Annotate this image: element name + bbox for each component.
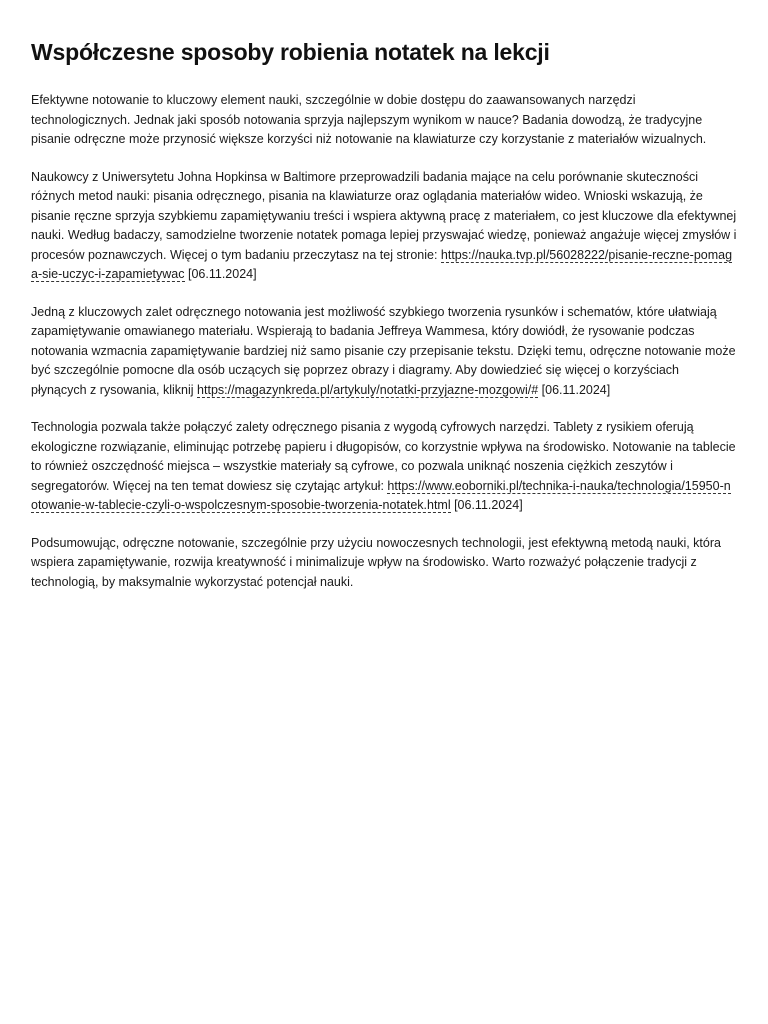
paragraph-text: Efektywne notowanie to kluczowy element nauki, szczególnie w dobie dostępu do zaawansowanych narzędzi technologicznych. Jednak jaki sposób notowania sprzyja najlepszym wynikom w nauce? Badania dowodzą, że tradycyjne pisanie odręczne może przynosić większe korzyści niż notowanie na klawiaturze czy korzystanie z materiałów wizualnych. bbox=[31, 93, 707, 146]
paragraph-summary bbox=[31, 534, 737, 593]
source-link-eoborniki[interactable]: https://www.eoborniki.pl/technika-i-nauka/technologia/15950-notowanie-w-tablecie-czyli-o-wspolczesnym-sposobie-tworzenia-notatek.html bbox=[31, 478, 731, 512]
paragraph-technology bbox=[31, 418, 737, 516]
paragraph-text: Jedną z kluczowych zalet odręcznego notowania jest możliwość szybkiego tworzenia rysunków i schematów, które ułatwiają zapamiętywanie omawianego materiału. Wspierają to badania Jeffreya Wammesa, który dowiódł, że rysowanie podczas notowania wzmacnia zapamiętywanie bardziej niż samo pisanie czy przepisanie tekstu. Dzięki temu, odręczne notowanie może być szczególnie pomocne dla osób uczących się poprzez obrazy i diagramy. Aby dowiedzieć się więcej o korzyściach płynących z rysowania, kliknij bbox=[31, 304, 736, 397]
source-link-kreda[interactable]: https://magazynkreda.pl/artykuly/notatki-przyjazne-mozgowi/# bbox=[197, 382, 539, 397]
page-title: Współczesne sposoby robienia notatek na lekcji bbox=[31, 39, 550, 65]
access-date: [06.11.2024] bbox=[538, 382, 611, 397]
paragraph-text: Technologia pozwala także połączyć zalety odręcznego pisania z wygodą cyfrowych narzędzi. Tablety z rysikiem oferują ekologiczne rozwiązanie, eliminując potrzebę papieru i długopisów, co korzystnie wpływa na środowisko. Notowanie na tablecie to również oszczędność miejsca – wszystkie materiały są cyfrowe, co pozwala uniknąć noszenia ciężkich zeszytów i segregatorów. Więcej na ten temat dowiesz się czytając artykuł: bbox=[31, 420, 736, 493]
source-link-tvp[interactable]: https://nauka.tvp.pl/56028222/pisanie-reczne-pomaga-sie-uczyc-i-zapamietywac bbox=[31, 247, 733, 281]
access-date: [06.11.2024] bbox=[450, 498, 523, 512]
document-page bbox=[31, 36, 737, 610]
paragraph-text: Podsumowując, odręczne notowanie, szczególnie przy użyciu nowoczesnych technologii, jest efektywną metodą nauki, która wspiera zapamiętywanie, rozwija kreatywność i minimalizuje wpływ na środowisko. Warto rozważyć połączenie tradycji z technologią, by maksymalnie wykorzystać potencjał nauki. bbox=[31, 535, 721, 589]
paragraph-drawing bbox=[31, 303, 737, 401]
access-date: [06.11.2024] bbox=[184, 267, 257, 281]
paragraph-text: Naukowcy z Uniwersytetu Johna Hopkinsa w Baltimore przeprowadzili badania mające na celu porównanie skuteczności różnych metod nauki: pisania odręcznego, pisania na klawiaturze oraz oglądania materiałów wideo. Wnioski wskazują, że pisanie ręczne sprzyja szybkiemu zapamiętywaniu treści i wspiera aktywną pracę z materiałem, co jest kluczowe dla efektywnej nauki. Według badaczy, samodzielne tworzenie notatek pomaga lepiej przyswajać wiedzę, ponieważ angażuje więcej zmysłów i procesów poznawczych. Więcej o tym badaniu przeczytasz na tej stronie: bbox=[31, 169, 737, 262]
paragraph-research bbox=[31, 168, 737, 285]
paragraph-intro bbox=[31, 91, 737, 150]
